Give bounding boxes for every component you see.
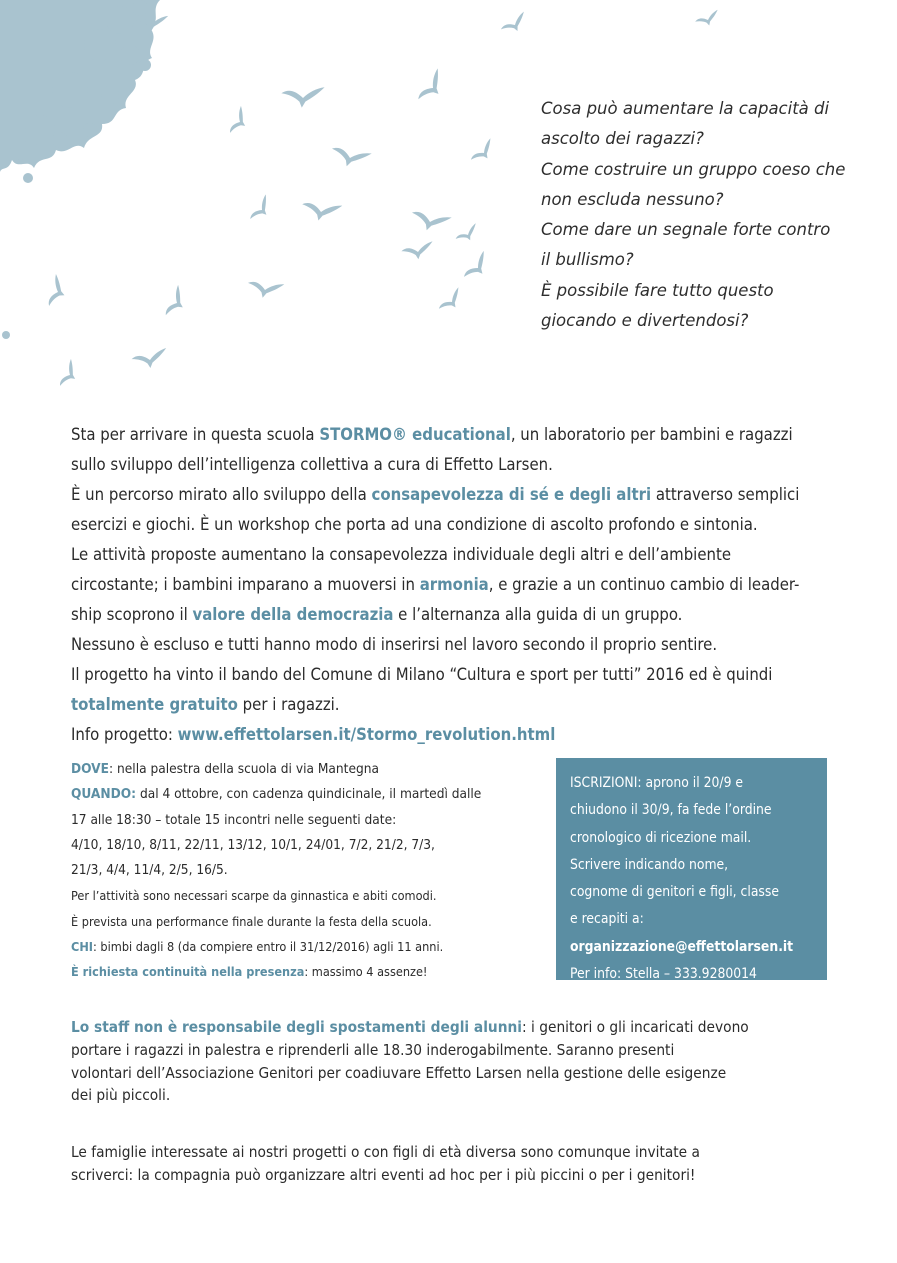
- performance-line: È prevista una performance finale durante la festa della scuola.: [71, 913, 432, 929]
- staff-line: dei più piccoli.: [71, 1086, 171, 1105]
- text: circostante; i bambini imparano a muoversi in: [71, 575, 420, 594]
- staff-line: portare i ragazzi in palestra e riprenderli alle 18.30 inderogabilmente. Saranno presenti: [71, 1040, 675, 1059]
- staff-line: [71, 1016, 851, 1039]
- shoes-line: Per l’attività sono necessari scarpe da ginnastica e abiti comodi.: [71, 888, 437, 904]
- consapevolezza-highlight: consapevolezza di sé e degli altri: [371, 485, 652, 504]
- gratuito-highlight: totalmente gratuito: [71, 695, 238, 714]
- staff-highlight: Lo staff non è responsabile degli spostamenti degli alunni: [71, 1018, 523, 1036]
- iscrizioni-line: ISCRIZIONI: aprono il 20/9 e: [570, 775, 744, 791]
- stormo-highlight: STORMO® educational: [319, 425, 511, 444]
- families-paragraph: [71, 1141, 851, 1187]
- dates-line: 4/10, 18/10, 8/11, 22/11, 13/12, 10/1, 24/01, 7/2, 21/2, 7/3,: [71, 836, 435, 853]
- iscrizioni-line: cognome di genitori e figli, classe: [570, 884, 780, 901]
- dates-line: 21/3, 4/4, 11/4, 2/5, 16/5.: [71, 862, 228, 879]
- intro-questions: [541, 94, 861, 336]
- families-line: scriverci: la compagnia può organizzare altri eventi ad hoc per i più piccini o per i genitori!: [71, 1165, 696, 1184]
- text: Info progetto:: [71, 725, 178, 744]
- armonia-highlight: armonia: [419, 575, 489, 594]
- text: ship scoprono il: [71, 605, 193, 624]
- text: : i genitori o gli incaricati devono: [522, 1018, 749, 1036]
- question-line: non escluda nessuno?: [541, 189, 724, 209]
- continuita-line: [71, 959, 551, 984]
- text: : massimo 4 assenze!: [304, 964, 428, 980]
- event-details: [71, 757, 551, 985]
- question-line: È possibile fare tutto questo: [541, 280, 774, 300]
- iscrizioni-line: chiudono il 30/9, fa fede l’ordine: [570, 802, 772, 819]
- intro-line: [71, 600, 831, 630]
- families-line: Le famiglie interessate ai nostri progetti o con figli di età diversa sono comunque invitate a: [71, 1143, 700, 1161]
- intro-line: Nessuno è escluso e tutti hanno modo di inserirsi nel lavoro secondo il proprio sentire.: [71, 635, 718, 654]
- intro-line: [71, 720, 831, 750]
- intro-line: Le attività proposte aumentano la consapevolezza individuale degli altri e dell’ambiente: [71, 545, 732, 564]
- democrazia-highlight: valore della democrazia: [192, 605, 394, 624]
- text: , un laboratorio per bambini e ragazzi: [510, 425, 793, 444]
- chi-line: [71, 934, 551, 959]
- text: : nella palestra della scuola di via Mantegna: [109, 761, 379, 777]
- question-line: ascolto dei ragazzi?: [541, 129, 704, 149]
- text: : bimbi dagli 8 (da compiere entro il 31/12/2016) agli 11 anni.: [93, 939, 444, 955]
- dove-line: [71, 757, 551, 782]
- staff-paragraph: [71, 1016, 851, 1107]
- question-line: giocando e divertendosi?: [541, 311, 749, 331]
- intro-line: sullo sviluppo dell’intelligenza collettiva a cura di Effetto Larsen.: [71, 455, 553, 474]
- question-line: il bullismo?: [541, 250, 634, 270]
- intro-line: [71, 480, 831, 510]
- intro-line: [71, 690, 831, 720]
- intro-line: [71, 570, 831, 600]
- text: e l’alternanza alla guida di un gruppo.: [393, 605, 683, 624]
- text: , e grazie a un continuo cambio di leader-: [488, 575, 800, 594]
- text: dal 4 ottobre, con cadenza quindicinale, il martedì dalle: [136, 786, 482, 803]
- continuita-label: È richiesta continuità nella presenza: [71, 964, 305, 980]
- iscrizioni-line: e recapiti a:: [570, 911, 644, 928]
- iscrizioni-box: [556, 758, 827, 983]
- intro-paragraph: [71, 420, 831, 750]
- text: per i ragazzi.: [237, 695, 340, 714]
- question-line: Cosa può aumentare la capacità di: [541, 99, 830, 118]
- quando-line-2: 17 alle 18:30 – totale 15 incontri nelle seguenti date:: [71, 811, 397, 828]
- info-contact: Per info: Stella – 333.9280014: [570, 966, 757, 983]
- text: Sta per arrivare in questa scuola: [71, 425, 320, 444]
- dove-label: DOVE: [71, 761, 110, 777]
- question-line: Come costruire un gruppo coeso che: [541, 159, 846, 179]
- quando-label: QUANDO:: [71, 786, 137, 803]
- intro-line: [71, 420, 831, 450]
- chi-label: CHI: [71, 939, 94, 955]
- text: attraverso semplici: [651, 485, 800, 504]
- question-line: Come dare un segnale forte contro: [541, 220, 831, 240]
- staff-line: volontari dell’Associazione Genitori per coadiuvare Effetto Larsen nella gestione delle esigenze: [71, 1063, 727, 1082]
- intro-line: Il progetto ha vinto il bando del Comune di Milano “Cultura e sport per tutti” 2016 ed è quindi: [71, 665, 773, 684]
- project-link[interactable]: www.effettolarsen.it/Stormo_revolution.html: [177, 725, 556, 744]
- iscrizioni-line: Scrivere indicando nome,: [570, 856, 729, 873]
- email-link[interactable]: organizzazione@effettolarsen.it: [570, 938, 794, 955]
- iscrizioni-line: cronologico di ricezione mail.: [570, 829, 752, 846]
- text: È un percorso mirato allo sviluppo della: [71, 485, 372, 504]
- quando-line: [71, 782, 551, 807]
- intro-line: esercizi e giochi. È un workshop che porta ad una condizione di ascolto profondo e sintonia.: [71, 515, 758, 534]
